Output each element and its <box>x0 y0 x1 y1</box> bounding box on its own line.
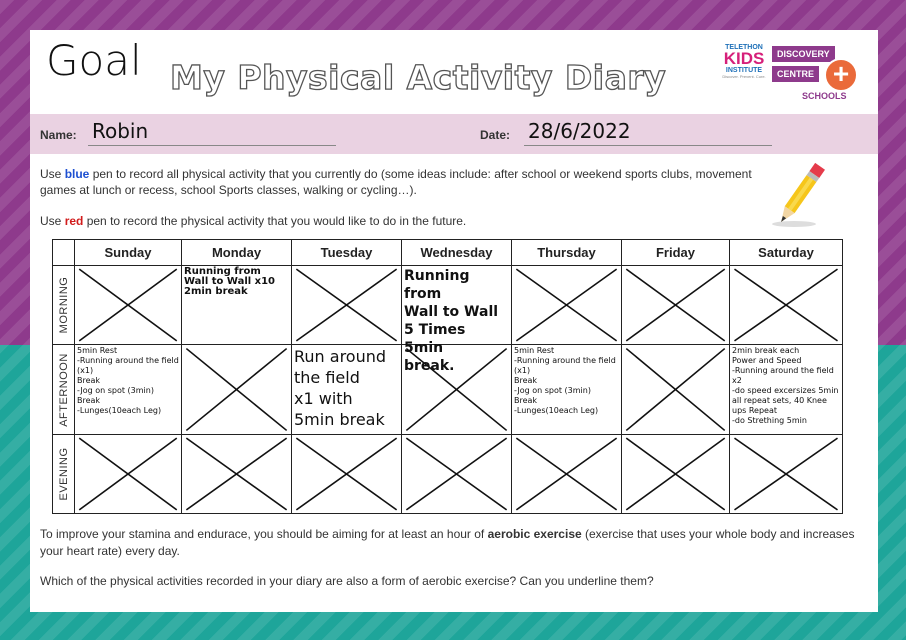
name-date-bar <box>30 114 878 154</box>
diary-cell-saturday-evening[interactable] <box>730 435 843 514</box>
day-header-row <box>53 240 843 266</box>
diary-cell-monday-afternoon[interactable] <box>182 345 292 435</box>
instr-red-pre: Use <box>40 214 65 228</box>
diary-cell-wednesday-afternoon[interactable] <box>402 345 512 435</box>
cross-out-mark <box>512 435 621 513</box>
row-label: EVENING <box>57 447 70 501</box>
diary-cell-thursday-evening[interactable] <box>512 435 622 514</box>
row-label-cell <box>53 435 75 514</box>
logo-discovery-text: DISCOVERY <box>772 46 835 62</box>
logo-telethon-text: TELETHON <box>725 44 763 51</box>
diary-cell-sunday-afternoon[interactable] <box>75 345 182 435</box>
diary-cell-friday-evening[interactable] <box>622 435 730 514</box>
telethon-kids-logo <box>720 44 768 79</box>
cross-out-mark <box>292 435 401 513</box>
date-label: Date: <box>480 128 511 142</box>
page-title: My Physical Activity Diary <box>170 58 667 97</box>
cross-out-mark <box>402 345 511 434</box>
cross-out-mark <box>75 435 181 513</box>
name-label: Name: <box>40 128 77 142</box>
diary-cell-wednesday-evening[interactable] <box>402 435 512 514</box>
pencil-icon <box>770 158 830 232</box>
handwritten-entry: 2min break each Power and Speed -Running around the field x2 -do speed excersizes 5min all repeat sets, 40 Knee ups Repeat -do Strething 5min <box>732 346 839 425</box>
diary-cell-thursday-morning[interactable] <box>512 266 622 345</box>
underline-question: Which of the physical activities recorded in your diary are also a form of aerobic exercise? Can you underline them? <box>40 574 654 588</box>
diary-cell-monday-morning[interactable] <box>182 266 292 345</box>
diary-sheet <box>30 30 878 612</box>
blue-pen-instruction <box>40 166 760 198</box>
day-header-sunday: Sunday <box>75 240 182 266</box>
goal-heading: Goal <box>46 36 142 85</box>
logo-schools-text: SCHOOLS <box>802 91 847 101</box>
diary-cell-thursday-afternoon[interactable] <box>512 345 622 435</box>
date-field[interactable]: 28/6/2022 <box>528 119 631 143</box>
logo-centre-text: CENTRE <box>772 66 819 82</box>
corner-cell <box>53 240 75 266</box>
day-header-thursday: Thursday <box>512 240 622 266</box>
diary-cell-friday-morning[interactable] <box>622 266 730 345</box>
plus-icon: + <box>824 58 858 92</box>
aerobic-info-pre: To improve your stamina and endurace, you should be aiming for at least an hour of <box>40 527 488 541</box>
handwritten-entry: Running from Wall to Wall x10 2min break <box>184 266 276 297</box>
row-label-cell <box>53 266 75 345</box>
diary-row-evening <box>53 435 843 514</box>
logo-kids-text: KIDS <box>723 49 765 68</box>
cross-out-mark <box>622 345 729 434</box>
day-header-saturday: Saturday <box>730 240 843 266</box>
aerobic-info-post: (exercise that uses your whole body and increases your heart rate) every day. <box>40 527 855 558</box>
cross-out-mark <box>730 266 842 344</box>
cross-out-mark <box>512 266 621 344</box>
name-field[interactable]: Robin <box>92 119 149 143</box>
instr-blue-pre: Use <box>40 167 65 181</box>
day-header-wednesday: Wednesday <box>402 240 512 266</box>
discovery-centre-logo <box>772 44 862 106</box>
instr-red-word: red <box>64 214 84 228</box>
day-header-friday: Friday <box>622 240 730 266</box>
handwritten-entry: Run around the field x1 with 5min break <box>294 347 387 429</box>
diary-cell-monday-evening[interactable] <box>182 435 292 514</box>
logo-tagline: Discover. Prevent. Cure. <box>722 74 766 79</box>
cross-out-mark <box>182 435 291 513</box>
instr-blue-word: blue <box>64 167 90 181</box>
diary-cell-sunday-morning[interactable] <box>75 266 182 345</box>
cross-out-mark <box>182 345 291 434</box>
aerobic-info-bold: aerobic exercise <box>487 527 582 541</box>
cross-out-mark <box>730 435 842 513</box>
handwritten-entry: Running from Wall to Wall 5 Times 5min break. <box>404 268 499 374</box>
row-label-cell <box>53 345 75 435</box>
red-pen-instruction <box>40 213 760 229</box>
name-underline <box>88 145 336 146</box>
diary-cell-tuesday-afternoon[interactable] <box>292 345 402 435</box>
diary-row-morning <box>53 266 843 345</box>
instr-red-post: pen to record the physical activity that you would like to do in the future. <box>83 214 467 228</box>
diary-cell-saturday-afternoon[interactable] <box>730 345 843 435</box>
row-label: AFTERNOON <box>57 352 70 427</box>
cross-out-mark <box>622 435 729 513</box>
cross-out-mark <box>292 266 401 344</box>
diary-cell-tuesday-morning[interactable] <box>292 266 402 345</box>
logo-institute-text: INSTITUTE <box>725 67 763 74</box>
cross-out-mark <box>622 266 729 344</box>
activity-diary-table <box>52 239 843 514</box>
date-underline <box>524 145 772 146</box>
diary-cell-sunday-evening[interactable] <box>75 435 182 514</box>
handwritten-entry: 5min Rest -Running around the field (x1) Break -Jog on spot (3min) Break -Lunges(10each Leg) <box>77 346 179 415</box>
diary-cell-tuesday-evening[interactable] <box>292 435 402 514</box>
cross-out-mark <box>75 266 181 344</box>
day-header-monday: Monday <box>182 240 292 266</box>
diary-cell-wednesday-morning[interactable] <box>402 266 512 374</box>
aerobic-info-text <box>40 526 870 560</box>
instr-blue-post: pen to record all physical activity that you currently do (some ideas include: after school or weekend sports clubs, movement games at lunch or recess, school Sports classes, walking or cycling…). <box>40 167 752 197</box>
diary-cell-friday-afternoon[interactable] <box>622 345 730 435</box>
day-header-tuesday: Tuesday <box>292 240 402 266</box>
handwritten-entry: 5min Rest -Running around the field (x1) Break -Jog on spot (3min) Break -Lunges(10each Leg) <box>514 346 616 415</box>
row-label: MORNING <box>57 276 70 334</box>
diary-cell-saturday-morning[interactable] <box>730 266 843 345</box>
cross-out-mark <box>402 435 511 513</box>
diary-row-afternoon <box>53 345 843 435</box>
